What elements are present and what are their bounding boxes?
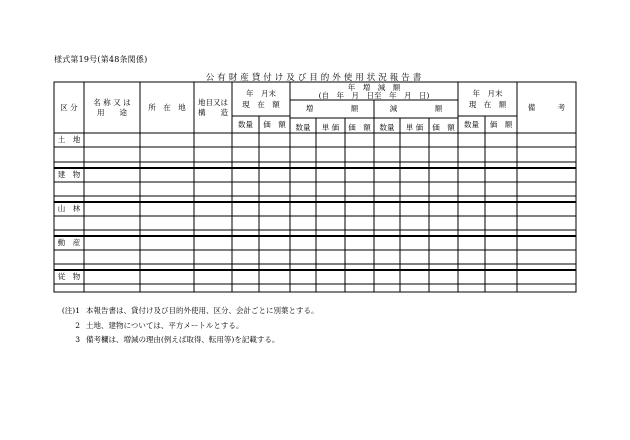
header-land-line2: 構 造 [198,108,228,117]
notes-section [54,304,319,348]
category-land: 土 地 [57,135,81,144]
header-end-quantity: 数量 [464,120,479,129]
header-decrease-unit-price: 単 価 [405,123,424,132]
header-category: 区 分 [60,103,78,112]
header-start-quantity: 数量 [238,120,253,129]
note-item: (注)1 本報告書は、貸付け及び目的外使用、区分、会計ごとに別葉とする。 [61,306,319,315]
header-end-line1: 年 月末 [472,89,503,98]
header-remarks: 備 考 [527,103,566,112]
header-change-period: (自 年 月 日至 年 月 日) [318,91,430,100]
category-building: 建 物 [57,170,81,179]
header-start-amount: 価 額 [263,120,286,129]
header-decrease: 減 額 [389,104,443,113]
report-title: 公有財産貸付け及び目的外使用状況報告書 [205,73,425,83]
note-item: 3 備考欄は、増減の理由(例えば取得、転用等)を記載する。 [75,335,280,344]
category-appurtenances: 従 物 [57,272,81,281]
header-location: 所 在 地 [148,103,186,112]
header-start-line1: 年 月末 [246,89,276,98]
header-start-line2: 現 在 額 [242,100,280,109]
header-increase-quantity: 数量 [295,123,311,132]
note-item: 2 土地、建物については、平方メートルとする。 [75,320,244,330]
header-change-line1: 年 増 減 額 [347,83,401,92]
header-increase: 増 額 [305,104,359,113]
category-movables: 動 産 [57,238,81,247]
header-increase-amount: 価 額 [348,123,371,132]
header-land-line1: 地目又は [198,98,228,107]
header-decrease-quantity: 数量 [379,123,395,132]
category-forest: 山 林 [57,204,81,213]
header-name-line1: 名 称 又 は [93,98,131,107]
header-name-line2: 用 途 [97,108,127,117]
form-id: 様式第19号(第48条関係) [54,55,148,64]
header-decrease-amount: 価 額 [432,123,455,132]
header-end-line2: 現 在 額 [468,100,507,109]
header-end-amount: 価 額 [489,120,513,129]
header-increase-unit-price: 単 価 [321,123,340,132]
